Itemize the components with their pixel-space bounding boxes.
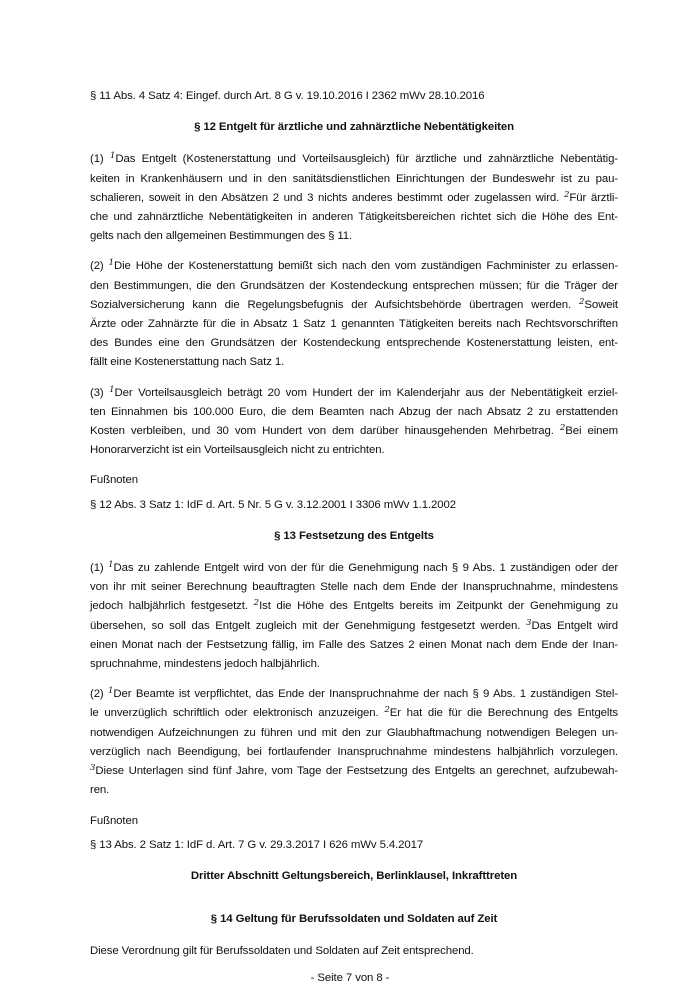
sentence-number-superscript: 1: [108, 686, 114, 697]
text-line: jedoch halbjährlich festgesetzt. $^2$Ist die Höhe des Entgelts bereits im Zeitpunkt der Genehmigung zu: [90, 598, 618, 613]
text-line: $^3$Diese Unterlagen sind fünf Jahre, vom Tage der Festsetzung des Entgelts an gerechnet, aufzubewah-: [90, 763, 618, 778]
sentence-number-superscript: 2: [559, 423, 566, 434]
sentence-number-superscript: 2: [384, 705, 390, 716]
text-line: § 11 Abs. 4 Satz 4: Eingef. durch Art. 8 G v. 19.10.2016 I 2362 mWv 28.10.2016: [90, 90, 485, 102]
page-number-footer: [0, 969, 700, 988]
text-line: Dritter Abschnitt Geltungsbereich, Berlinklausel, Inkrafttreten: [190, 869, 518, 882]
text-line: verzüglich nach Beendigung, bei fortlaufender Inanspruchnahme mindestens halbjährlich vorzulegen.: [90, 745, 618, 758]
text-line: (3) $^1$Der Vorteilsausgleich beträgt 20 vom Hundert der im Kalenderjahr aus der Nebentätigkeit erziel-: [90, 384, 619, 399]
text-line: § 12 Entgelt für ärztliche und zahnärztliche Nebentätigkeiten: [194, 121, 514, 134]
text-line: che und zahnärztliche Nebentätigkeiten in anderen Tätigkeitsbereichen richtet sich die Höhe des Ent-: [90, 211, 618, 224]
section-14-heading: [90, 910, 618, 929]
text-line: notwendigen Aufzeichnungen zu führen und mit den zur Glaubhaftmachung notwendigen Belegen un-: [90, 726, 618, 739]
text-line: (1) $^1$Das Entgelt (Kostenerstattung und Vorteilsausgleich) für ärztliche und zahnärztliche Nebentätig-: [90, 151, 619, 166]
text-line: Fußnoten: [90, 814, 138, 827]
section-12-para-3: [90, 384, 618, 461]
section-12-para-1: [90, 150, 618, 246]
chapter-3-heading: [90, 867, 618, 886]
document-body: [90, 87, 618, 973]
text-line: ren.: [90, 784, 110, 797]
section-13-para-2: [90, 685, 618, 800]
text-line: (2) $^1$Der Beamte ist verpflichtet, das Ende der Inanspruchnahme der nach § 9 Abs. 1 zuständigen Stel-: [90, 686, 619, 701]
text-line: einen Monat nach der Festsetzung fällig, im Falle des Satzes 2 einen Monat nach dem Ende der Inan-: [90, 638, 618, 651]
text-line: von ihr mit seiner Berechnung beauftragten Stelle nach dem Ende der Inanspruchnahme, mindestens: [90, 581, 618, 594]
footnotes-label-2: [90, 812, 618, 831]
sentence-number-superscript: 1: [108, 258, 114, 269]
sentence-number-superscript: 2: [578, 296, 585, 307]
text-line: gelts nach den allgemeinen Bestimmungen des § 11.: [90, 230, 353, 243]
text-line: spruchnahme, mindestens jedoch halbjährlich.: [90, 658, 320, 671]
text-line: Ärzte oder Zahnärzte für die in Absatz 1 Satz 1 genannten Tätigkeiten bereits nach Rechtsvorschriften: [90, 318, 618, 331]
page-number-text: - Seite 7 von 8 -: [310, 972, 390, 984]
sentence-number-superscript: 2: [563, 189, 570, 200]
section-12-para-2: [90, 257, 618, 372]
text-line: übersehen, so soll das Entgelt zugleich mit der Genehmigung festgesetzt werden. $^3$Das Entgelt wird: [90, 617, 618, 632]
text-line: schalieren, soweit in den Absätzen 2 und 3 nichts anderes bestimmt oder zugelassen wird. $^2$Für ärztli-: [90, 189, 619, 204]
sentence-number-superscript: 1: [109, 384, 115, 395]
section-13-para-1: [90, 559, 618, 674]
sentence-number-superscript: 1: [108, 560, 114, 571]
text-line: den Bestimmungen, die den Grundsätzen der Kostendeckung entsprechen müssen; für die Träger der: [90, 279, 618, 292]
text-line: le unverzüglich schriftlich oder elektronisch anzuzeigen. $^2$Er hat die für die Berechnung des Entgelts: [90, 705, 619, 720]
text-line: § 13 Festsetzung des Entgelts: [274, 529, 434, 542]
text-line: § 14 Geltung für Berufssoldaten und Soldaten auf Zeit: [210, 913, 498, 926]
sentence-number-superscript: 3: [90, 763, 96, 774]
footnotes-label-1: [90, 471, 618, 490]
section-14-para-1: [90, 942, 618, 961]
text-line: ten Einnahmen bis 100.000 Euro, die dem Beamten nach Abzug der nach Absatz 2 zu erstattenden: [90, 405, 618, 418]
footnote-ref-12-3: [90, 496, 618, 515]
section-12-heading: [90, 118, 618, 137]
text-line: § 13 Abs. 2 Satz 1: IdF d. Art. 7 G v. 29.3.2017 I 626 mWv 5.4.2017: [90, 838, 424, 851]
text-line: des Bundes eine den Grundsätzen der Kostendeckung entsprechende Kostenerstattung leisten, ent-: [90, 337, 618, 350]
text-line: Kosten verbleiben, und 30 vom Hundert von dem darüber hinausgehenden Mehrbetrag. $^2$Bei einem: [90, 423, 618, 438]
sentence-number-superscript: 3: [526, 617, 532, 628]
footnote-ref-13-2: [90, 836, 618, 855]
text-line: Fußnoten: [90, 474, 138, 487]
text-line: Honorarverzicht ist ein Vorteilsausgleich nicht zu entrichten.: [90, 444, 385, 457]
text-line: keiten in Krankenhäusern und in den sanitätsdienstlichen Einrichtungen der Bundeswehr ist zu pau-: [90, 172, 618, 185]
text-line: (2) $^1$Die Höhe der Kostenerstattung bemißt sich nach den vom zuständigen Fachminister zu erlassen-: [90, 258, 619, 273]
section-13-heading: [90, 527, 618, 546]
amendment-note-11-4: [90, 87, 618, 106]
text-line: § 12 Abs. 3 Satz 1: IdF d. Art. 5 Nr. 5 G v. 3.12.2001 I 3306 mWv 1.1.2002: [90, 498, 456, 511]
sentence-number-superscript: 1: [109, 151, 116, 162]
text-line: (1) $^1$Das zu zahlende Entgelt wird von der für die Genehmigung nach § 9 Abs. 1 zuständigen oder der: [90, 560, 619, 575]
text-line: Diese Verordnung gilt für Berufssoldaten und Soldaten auf Zeit entsprechend.: [90, 945, 474, 958]
text-line: fällt eine Kostenerstattung nach Satz 1.: [90, 356, 285, 369]
sentence-number-superscript: 2: [253, 598, 260, 609]
text-line: Sozialversicherung kann die Regelungsbefugnis der Aufsichtsbehörde übertragen werden. $^2$Soweit: [90, 296, 618, 311]
